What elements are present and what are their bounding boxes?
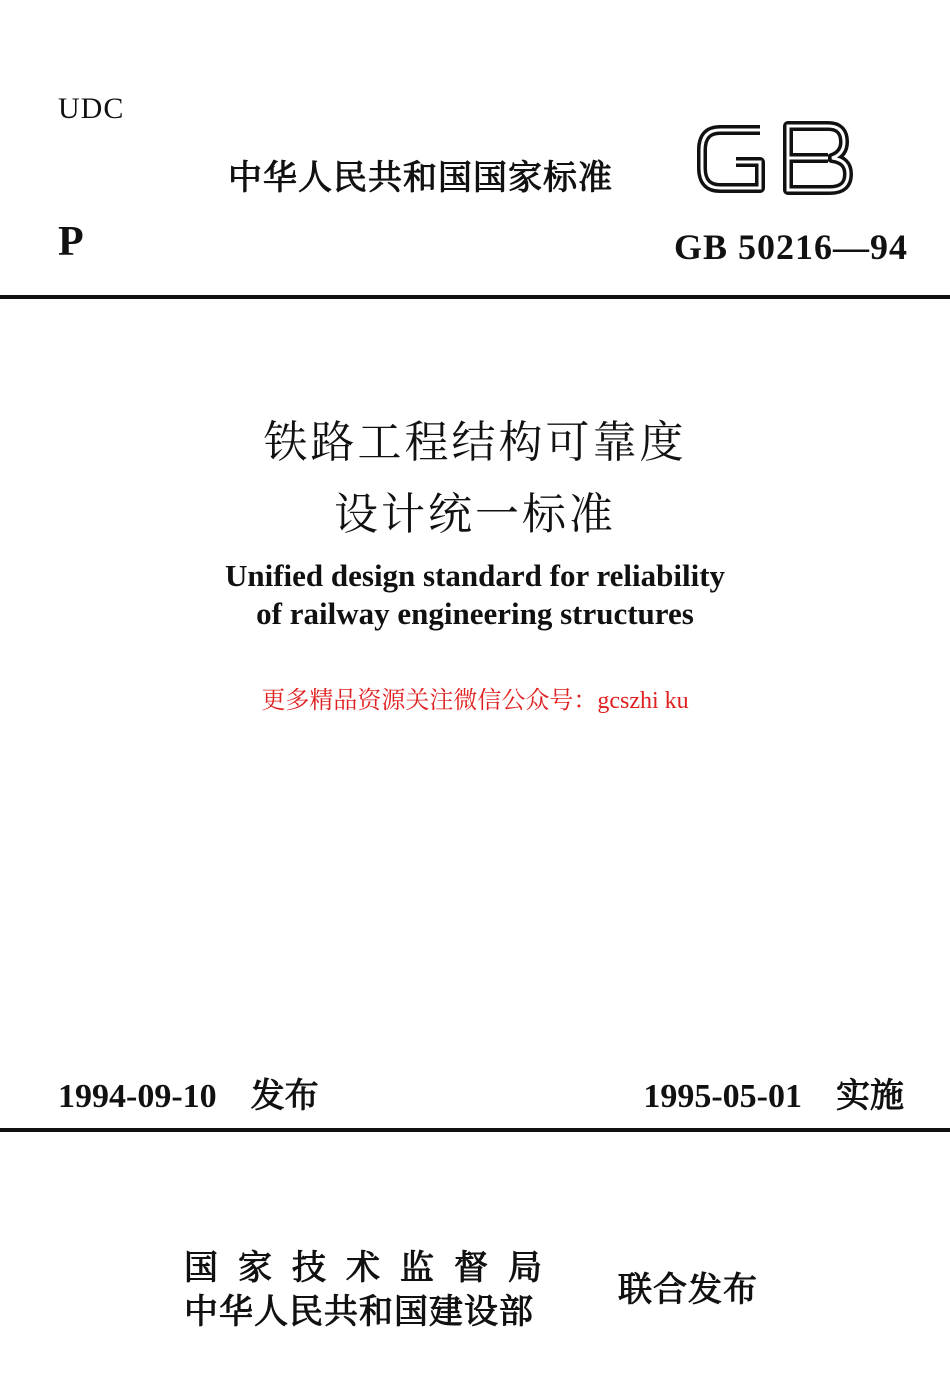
gb-logo xyxy=(690,112,860,204)
footer-divider xyxy=(0,1128,950,1132)
national-standard-heading: 中华人民共和国国家标准 xyxy=(228,158,613,198)
standard-code: GB 50216—94 xyxy=(673,227,908,267)
issue-date: 1994-09-10 xyxy=(58,1078,217,1115)
issue-label: 发布 xyxy=(250,1076,319,1116)
effective-date: 1995-05-01 xyxy=(643,1078,802,1115)
title-en-line2: of railway engineering structures xyxy=(256,596,694,631)
effective-label: 实施 xyxy=(836,1076,904,1116)
issue-date-block xyxy=(58,1068,319,1117)
promo-note xyxy=(0,680,950,715)
promo-text: 更多精品资源关注微信公众号： xyxy=(261,686,598,714)
effective-date-block xyxy=(643,1068,904,1117)
title-en-line1: Unified design standard for reliability xyxy=(224,558,726,593)
title-cn-line1: 铁路工程结构可靠度 xyxy=(263,417,687,468)
promo-account: gcszhi ku xyxy=(597,688,689,714)
header-divider xyxy=(0,295,950,299)
category-letter: P xyxy=(58,219,84,265)
title-cn-line2: 设计统一标准 xyxy=(334,489,616,540)
udc-label: UDC xyxy=(58,92,125,125)
joint-issue-label: 联合发布 xyxy=(618,1270,758,1310)
publisher-line1: 国家技术监督局 xyxy=(184,1248,562,1288)
publisher-line2: 中华人民共和国建设部 xyxy=(184,1292,534,1332)
